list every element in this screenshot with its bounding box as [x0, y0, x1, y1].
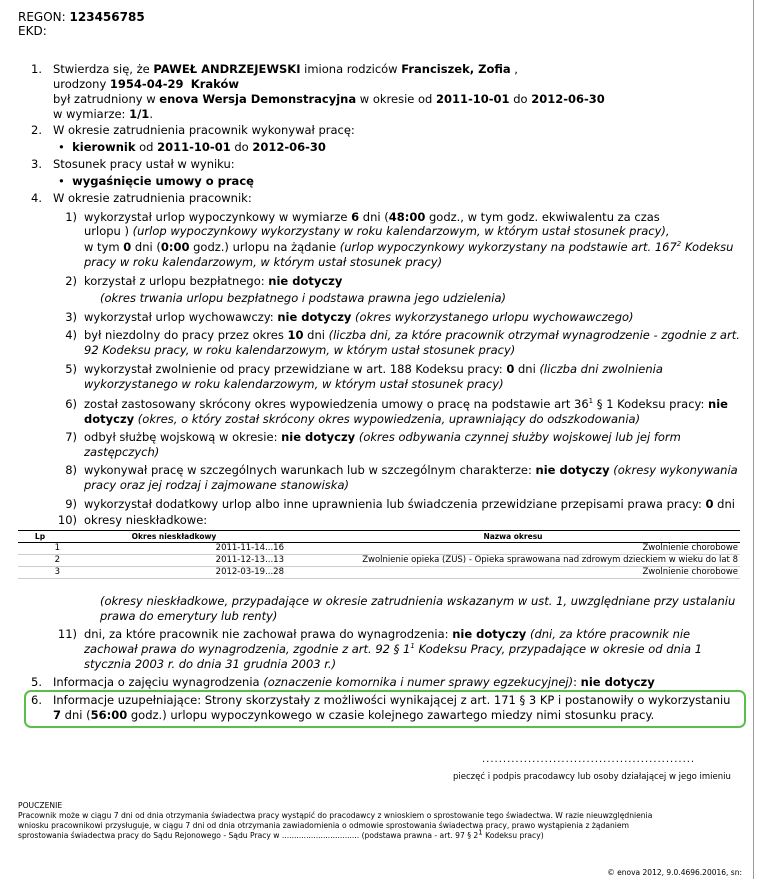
item-6: został zastosowany skrócony okres wypowiedzenia umowy o pracę na podstawie art $36^1$ § 1 Kodeksu pracy: nie [84, 397, 728, 411]
item-1-line-4: pracy w roku kalendarzowym, w którym ustał stosunek pracy) [84, 255, 443, 269]
item-2: korzystał z urlopu bezpłatnego: nie dotyczy [84, 274, 343, 288]
item-1-line-2: urlopu ) (urlop wypoczynkowy wykorzystany w roku kalendarzowym, w którym ustał stosunek pracy), [84, 224, 670, 238]
item-9: wykorzystał dodatkowy urlop albo inne uprawnienia lub świadczenia przewidziane przepisami prawa pracy: 0 dni [84, 497, 735, 511]
certificate-page: REGON: 123456785 EKD: 1. Stwierdza się, że PAWEŁ ANDRZEJEWSKI imiona rodziców Franciszek, Zofia , urodzony 1954-04-29 Kraków był zatrudniony w enova Wersja Demonstracyjna w okresie od 2011-10-01 do 2012-06-30 w wymiarze: 1/1. 2. W okresie zatrudnienia pracownik wykonywał pracę: • kierownik od 2011-10-01 do 2012-06-30 3. Stosunek pracy ustał w wyniku: • wygaśnięcie umowy o pracę 4. W okresie zatrudnienia pracownik: 1) wykorzystał urlop wypoczynkowy w wymiarze 6 dni (48:00 godz., w tym godz. ekwiwalentu za czas urlopu ) (urlop wypoczynkowy wykorzystany w roku kalendarzowym, w którym ustał stosunek pracy), w tym 0 dni (0:00 godz.) urlopu na żądanie (urlop wypoczynkowy wykorzystany na podstawie art. $167^2$ Kodeksu pracy w roku kalendarzowym, w którym ustał stosunek pracy) 2) korzystał z urlopu bezpłatnego: nie dotyczy (okres trwania urlopu bezpłatnego i podstawa prawna jego udzielenia) 3) wykorzystał urlop wychowawczy: nie dotyczy (okres wykorzystanego urlopu wychowawczego) 4) był niezdolny do pracy przez okres 10 dni (liczba dni, za które pracownik otrzymał wynagrodzenie - zgodnie z art. 92 Kodeksu pracy, w roku kalendarzowym, w którym ustał stosunek pracy) 5) wykorzystał zwolnienie od pracy przewidziane w art. 188 Kodeksu pracy: 0 dni (liczba dni zwolnienia wykorzystanego w roku kalendarzowym, w którym ustał stosunek pracy) 6) został zastosowany skrócony okres wypowiedzenia umowy o pracę na podstawie art $36^1$ § 1 Kodeksu pracy: nie dotyczy (okres, o który został skrócony okres wypowiedzenia, uprawniający do odszkodowania) 7) odbył służbę wojskową w okresie: nie dotyczy (okres odbywania czynnej służby wojskowej lub jej form zastępczych) 8) wykonywał pracę w szczególnych warunkach lub w szczególnym charakterze: nie dotyczy (okresy wykonywania pracy oraz jej rodzaj i zajmowane stanowiska) 9) wykorzystał dodatkowy urlop albo inne uprawnienia lub świadczenia przewidziane przepisami prawa pracy: 0 dni 10) okresy nieskładkowe: Lp Okres nieskładkowy Nazwa okresu 1 2011-11-14...16 Zwolnienie chorobowe 2 2011-12-13...13 Zwolnienie opieka (ZUS) - Opieka sprawowana nad zdrowym dzieckiem w wieku do lat 8 3 2012-03-19...28 Zwolnienie chorobowe (okresy nieskładkowe, przypadające w okresie zatrudnienia wskazanym w ust. 1, uwzględniane przy ustalaniu prawa do emerytury lub renty) 11) dni, za które pracownik nie zachował prawa do wynagrodzenia: nie dotyczy (dni, za które pracownik nie zachował prawa do wynagrodzenia, zgodnie z art. 92 § $1^1$ Kodeksu Pracy, przypadające w okresie od dnia 1 stycznia 2003 r. do dnia 31 grudnia 2003 r.) 5. Informacja o zajęciu wynagrodzenia (oznaczenie komornika i numer sprawy egzekucyjnej): nie dotyczy 6. Informacje uzupełniające: Strony skorzystały z możliwości wynikającej z art. 171 § 3 KP i postanowiły o wykorzystaniu 7 dni (56:00 godz.) urlopu wypoczynkowego w czasie kolejnego zawartego miedzy nimi stosunku pracy. ................................................... pieczęć i podpis pracodawcy lub osoby działającej w jego imieniu POUCZENIE Pracownik może w ciągu 7 dni od dnia otrzymania świadectwa pracy wystąpić do pracodawcy z wnioskiem o sprostowanie tego świadectwa. W razie nieuwzględnienia wniosku pracownikowi przysługuje, w ciągu 7 dni od dnia otrzymania zawiadomienia o odmowie sprostowania świadectwa pracy, prawo wystąpienia z żądaniem sprostowania świadectwa pracy do Sądu Rejonowego - Sądu Pracy w ................................ (podstawa prawna - art. 97 § $2^1$ Kodeksu pracy) © enova 2012, 9.0.4696.20016, sn: [0, 0, 759, 879]
birth-date: 1954-04-29 [109, 77, 184, 91]
item-4: był niezdolny do pracy przez okres 10 dni (liczba dni, za które pracownik otrzymał wynagrodzenie - zgodnie z art. [84, 328, 740, 342]
termination-reason: wygaśnięcie umowy o pracę [72, 174, 254, 188]
item-8: wykonywał pracę w szczególnych warunkach lub w szczególnym charakterze: nie dotyczy (okresy wykonywania [84, 463, 738, 477]
right-margin-line [753, 0, 754, 879]
item-1-line-3: w tym 0 dni (0:00 godz.) urlopu na żądanie (urlop wypoczynkowy wykorzystany na podstawie art. $167^2$ Kodeksu [84, 240, 734, 254]
section-6-line-2: 7 dni (56:00 godz.) urlopu wypoczynkowego w czasie kolejnego zawartego miedzy nimi stosunku pracy. [53, 708, 655, 722]
table-row: 2 2011-12-13...13 Zwolnienie opieka (ZUS) - Opieka sprawowana nad zdrowym dzieckiem w wieku do lat 8 [18, 555, 740, 567]
employee-name: PAWEŁ ANDRZEJEWSKI [153, 62, 301, 76]
work-fraction: 1/1 [129, 107, 150, 121]
employer-name: enova Wersja Demonstracyjna [159, 92, 357, 106]
table-header-row: Lp Okres nieskładkowy Nazwa okresu [18, 531, 740, 543]
item-7: odbył służbę wojskową w okresie: nie dotyczy (okres odbywania czynnej służby wojskowej lub jej form [84, 430, 681, 444]
position-name: kierownik [72, 140, 136, 154]
signature-line: ................................................... [482, 754, 696, 765]
position-bullet: • kierownik od 2011-10-01 do 2012-06-30 [58, 140, 326, 154]
table-row: 1 2011-11-14...16 Zwolnienie chorobowe [18, 543, 740, 555]
table-row: 3 2012-03-19...28 Zwolnienie chorobowe [18, 567, 740, 579]
table-note-line-2: prawa do emerytury lub renty) [100, 609, 278, 623]
item-11: dni, za które pracownik nie zachował prawa do wynagrodzenia: nie dotyczy (dni, za które pracownik nie [84, 627, 691, 641]
instruction-notice: POUCZENIE Pracownik może w ciągu 7 dni od dnia otrzymania świadectwa pracy wystąpić do pracodawcy z wnioskiem o sprostowanie tego świadectwa. W razie nieuwzględnienia wniosku pracownikowi przysługuje, w ciągu 7 dni od dnia otrzymania zawiadomienia o odmowie sprostowania świadectwa pracy, prawo wystąpienia z żądaniem sprostowania świadectwa pracy do Sądu Rejonowego - Sądu Pracy w ................................ (podstawa prawna - art. 97 § $2^1$ Kodeksu pracy) [18, 801, 744, 841]
item-5: wykorzystał zwolnienie od pracy przewidziane w art. 188 Kodeksu pracy: 0 dni (liczba dni zwolnienia [84, 362, 663, 376]
section-1-line-1: Stwierdza się, że PAWEŁ ANDRZEJEWSKI imiona rodziców Franciszek, Zofia , [53, 62, 518, 76]
birth-place: Kraków [190, 77, 240, 91]
parents-names: Franciszek, Zofia [401, 62, 511, 76]
section-1-line-4: w wymiarze: 1/1. [53, 107, 153, 121]
section-1-line-3: był zatrudniony w enova Wersja Demonstracyjna w okresie od 2011-10-01 do 2012-06-30 [53, 92, 605, 106]
non-contributory-periods-table [18, 530, 740, 579]
ekd-label: EKD: [18, 24, 47, 38]
signature-label: pieczęć i podpis pracodawcy lub osoby działającej w jego imieniu [453, 772, 731, 782]
regon-label: REGON: [18, 10, 66, 24]
item-3: wykorzystał urlop wychowawczy: nie dotyczy (okres wykorzystanego urlopu wychowawczego) [84, 310, 634, 324]
table-note-line-1: (okresy nieskładkowe, przypadające w okresie zatrudnienia wskazanym w ust. 1, uwzględniane przy ustalaniu [100, 594, 736, 608]
termination-bullet: • wygaśnięcie umowy o pracę [58, 174, 254, 188]
item-2-note: (okres trwania urlopu bezpłatnego i podstawa prawna jego udzielenia) [100, 291, 506, 305]
section-5: Informacja o zajęciu wynagrodzenia (oznaczenie komornika i numer sprawy egzekucyjnej): nie dotyczy [53, 675, 655, 689]
notice-title: POUCZENIE [18, 801, 63, 810]
item-10: okresy nieskładkowe: [84, 513, 208, 527]
footer-version: © enova 2012, 9.0.4696.20016, sn: [607, 868, 742, 877]
regon-block [18, 10, 145, 38]
section-1-line-2: urodzony 1954-04-29 Kraków [53, 77, 240, 91]
section-1-number: 1. [31, 62, 42, 76]
section-6-line-1: Informacje uzupełniające: Strony skorzystały z możliwości wynikającej z art. 171 § 3 KP i postanowiły o wykorzystaniu [53, 693, 731, 707]
item-1-line-1: wykorzystał urlop wypoczynkowy w wymiarze 6 dni (48:00 godz., w tym godz. ekwiwalentu za czas [84, 210, 660, 224]
regon-value: 123456785 [69, 10, 145, 24]
